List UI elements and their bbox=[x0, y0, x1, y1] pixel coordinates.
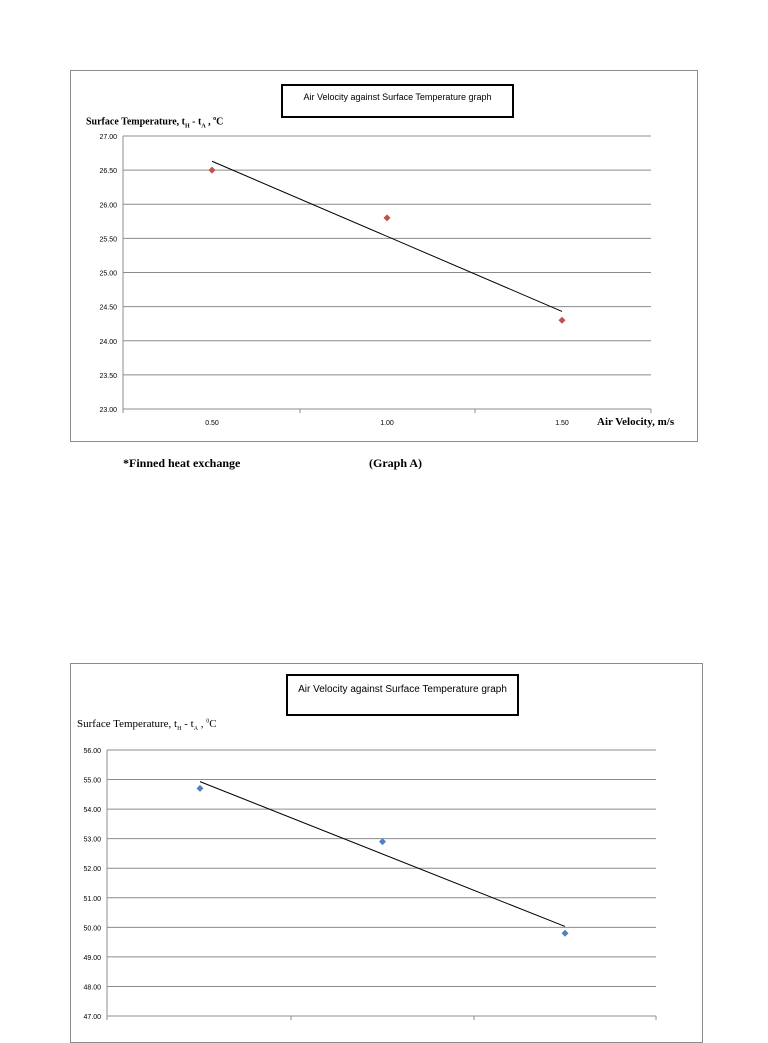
caption-finned-heat-exchange: *Finned heat exchange bbox=[123, 456, 241, 470]
chart-b-data-point bbox=[379, 838, 386, 845]
chart-b-y-tick-label: 47.00 bbox=[83, 1014, 101, 1021]
chart-a-y-tick-label: 24.00 bbox=[99, 338, 117, 346]
chart-a-y-tick-label: 25.00 bbox=[99, 270, 117, 278]
chart-b-trendline bbox=[200, 782, 565, 927]
chart-b-y-tick-label: 49.00 bbox=[83, 954, 101, 962]
chart-b-y-tick-label: 55.00 bbox=[83, 777, 101, 785]
chart-a-x-tick-label: 0.50 bbox=[205, 420, 219, 427]
chart-b-y-axis-label: Surface Temperature, $t_H - t_A$ , $^0$C bbox=[77, 718, 217, 733]
chart-b-y-tick-label: 56.00 bbox=[83, 748, 101, 755]
chart-a-x-tick-label: 1.50 bbox=[555, 420, 569, 427]
chart-b-y-tick-label: 51.00 bbox=[83, 895, 101, 903]
chart-a-y-tick-label: 26.00 bbox=[99, 202, 117, 210]
chart-b-data-point bbox=[197, 785, 204, 792]
chart-a-y-tick-label: 23.00 bbox=[99, 407, 117, 414]
chart-a-y-tick-label: 24.50 bbox=[99, 304, 117, 312]
caption-graph-a: (Graph A) bbox=[369, 456, 423, 470]
chart-a-y-tick-label: 27.00 bbox=[99, 134, 117, 141]
chart-b-data-point bbox=[562, 930, 569, 937]
chart-b-title: Air Velocity against Surface Temperature graph bbox=[286, 674, 519, 716]
chart-a-y-tick-label: 23.50 bbox=[99, 372, 117, 380]
chart-a-y-tick-label: 25.50 bbox=[99, 236, 117, 244]
chart-a-x-axis-label: Air Velocity, m/s bbox=[597, 416, 675, 428]
chart-a-title: Air Velocity against Surface Temperature graph bbox=[281, 84, 514, 118]
chart-b-y-tick-label: 52.00 bbox=[83, 866, 101, 874]
chart-b-y-tick-label: 53.00 bbox=[83, 836, 101, 844]
chart-a-y-axis-label: Surface Temperature, $t_H - t_A$ , $^o$C bbox=[86, 116, 224, 130]
chart-b-y-tick-label: 54.00 bbox=[83, 807, 101, 815]
chart-b-y-tick-label: 48.00 bbox=[83, 984, 101, 992]
chart-a-x-tick-label: 1.00 bbox=[380, 420, 394, 427]
chart-a-y-tick-label: 26.50 bbox=[99, 168, 117, 176]
chart-b-y-tick-label: 50.00 bbox=[83, 925, 101, 933]
